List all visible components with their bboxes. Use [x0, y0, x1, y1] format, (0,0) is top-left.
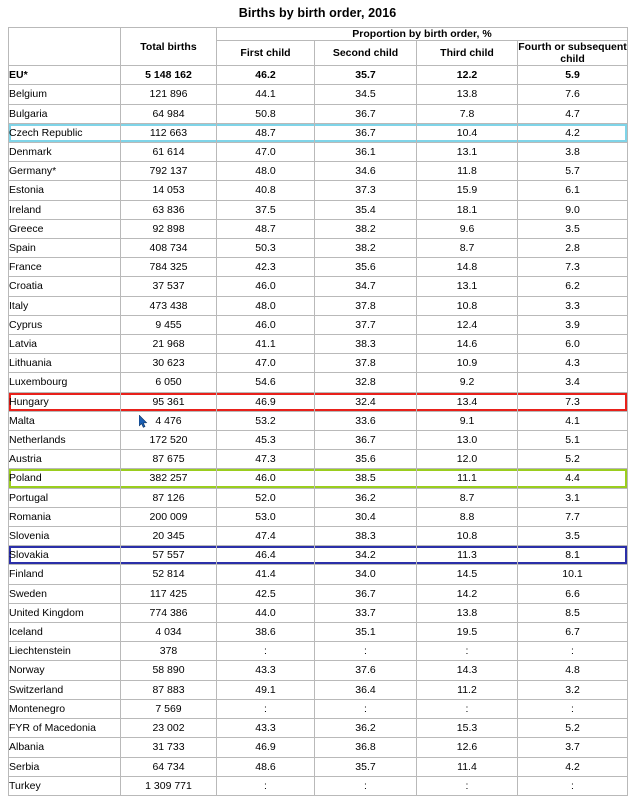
cell-country: Poland [9, 469, 121, 488]
cell-third-child: 15.9 [417, 181, 518, 200]
cell-country: Croatia [9, 277, 121, 296]
cell-total-births: 87 675 [121, 450, 217, 469]
cell-second-child: 36.7 [315, 584, 417, 603]
cell-second-child: 36.2 [315, 488, 417, 507]
cell-first-child: 40.8 [217, 181, 315, 200]
cell-fourth-or-subsequent-child: 4.7 [518, 104, 628, 123]
cell-total-births: 37 537 [121, 277, 217, 296]
cell-fourth-or-subsequent-child: 5.2 [518, 450, 628, 469]
cell-first-child: 48.7 [217, 219, 315, 238]
cell-country: FYR of Macedonia [9, 719, 121, 738]
cell-third-child: 9.2 [417, 373, 518, 392]
table-row [9, 143, 628, 162]
table-row [9, 181, 628, 200]
table-row [9, 258, 628, 277]
table-row [9, 719, 628, 738]
cell-fourth-or-subsequent-child: 3.1 [518, 488, 628, 507]
header-first-child: First child [217, 41, 315, 66]
cell-third-child: 12.6 [417, 738, 518, 757]
cell-second-child: 37.8 [315, 354, 417, 373]
header-corner [9, 28, 121, 66]
cell-total-births: 784 325 [121, 258, 217, 277]
cell-total-births: 6 050 [121, 373, 217, 392]
cell-total-births: 5 148 162 [121, 66, 217, 85]
cell-second-child: 37.3 [315, 181, 417, 200]
cell-total-births: 792 137 [121, 162, 217, 181]
table-row [9, 757, 628, 776]
cell-total-births: 382 257 [121, 469, 217, 488]
cell-first-child: 41.4 [217, 565, 315, 584]
cell-total-births: 774 386 [121, 603, 217, 622]
births-by-birth-order-table [8, 27, 628, 796]
table-row [9, 469, 628, 488]
cell-third-child: 10.4 [417, 123, 518, 142]
cell-country: Greece [9, 219, 121, 238]
cell-fourth-or-subsequent-child: 4.2 [518, 757, 628, 776]
header-row-group [9, 28, 628, 41]
cell-second-child: 32.8 [315, 373, 417, 392]
cell-first-child: 44.0 [217, 603, 315, 622]
cell-third-child: 12.0 [417, 450, 518, 469]
table-row [9, 450, 628, 469]
table-row [9, 661, 628, 680]
cell-third-child: 15.3 [417, 719, 518, 738]
table-row [9, 546, 628, 565]
cell-fourth-or-subsequent-child: 8.5 [518, 603, 628, 622]
cell-country: Romania [9, 507, 121, 526]
cell-country: Spain [9, 239, 121, 258]
cell-third-child: 19.5 [417, 623, 518, 642]
cell-fourth-or-subsequent-child: 7.6 [518, 85, 628, 104]
cell-total-births: 57 557 [121, 546, 217, 565]
cell-country: Norway [9, 661, 121, 680]
cell-first-child: 43.3 [217, 719, 315, 738]
cell-total-births: 52 814 [121, 565, 217, 584]
cell-fourth-or-subsequent-child: 5.2 [518, 719, 628, 738]
cell-country: Serbia [9, 757, 121, 776]
page-title: Births by birth order, 2016 [238, 6, 397, 20]
table-row [9, 239, 628, 258]
cell-country: Netherlands [9, 431, 121, 450]
cell-first-child: 46.9 [217, 392, 315, 411]
cell-second-child: 35.4 [315, 200, 417, 219]
cell-country: Estonia [9, 181, 121, 200]
table-row [9, 411, 628, 430]
cell-first-child: 48.7 [217, 123, 315, 142]
cell-second-child: 37.8 [315, 296, 417, 315]
cell-total-births: 408 734 [121, 239, 217, 258]
cell-fourth-or-subsequent-child: 4.1 [518, 411, 628, 430]
cell-third-child: : [417, 642, 518, 661]
cell-country: Montenegro [9, 699, 121, 718]
cell-first-child: 47.0 [217, 354, 315, 373]
cell-fourth-or-subsequent-child: 9.0 [518, 200, 628, 219]
cell-first-child: 48.6 [217, 757, 315, 776]
table-row [9, 738, 628, 757]
cell-second-child: 35.6 [315, 258, 417, 277]
cell-third-child: 11.1 [417, 469, 518, 488]
cell-country: Ireland [9, 200, 121, 219]
cell-total-births: 4 476 [121, 411, 217, 430]
cell-second-child: 35.7 [315, 66, 417, 85]
cell-third-child: 13.4 [417, 392, 518, 411]
cell-country: Albania [9, 738, 121, 757]
cell-second-child: 37.6 [315, 661, 417, 680]
cell-total-births: 200 009 [121, 507, 217, 526]
cell-country: France [9, 258, 121, 277]
cell-total-births: 20 345 [121, 527, 217, 546]
cell-total-births: 87 126 [121, 488, 217, 507]
table-row [9, 488, 628, 507]
table-row [9, 296, 628, 315]
cell-total-births: 112 663 [121, 123, 217, 142]
table-row [9, 219, 628, 238]
cell-first-child: 54.6 [217, 373, 315, 392]
header-third-child: Third child [417, 41, 518, 66]
cell-fourth-or-subsequent-child: 7.3 [518, 392, 628, 411]
cell-fourth-or-subsequent-child: 4.4 [518, 469, 628, 488]
cell-country: EU* [9, 66, 121, 85]
cell-country: Lithuania [9, 354, 121, 373]
cell-fourth-or-subsequent-child: 3.8 [518, 143, 628, 162]
cell-fourth-or-subsequent-child: : [518, 776, 628, 795]
cell-fourth-or-subsequent-child: 4.2 [518, 123, 628, 142]
cell-first-child: 50.8 [217, 104, 315, 123]
cell-fourth-or-subsequent-child: 5.1 [518, 431, 628, 450]
cell-first-child: 41.1 [217, 335, 315, 354]
cell-second-child: 38.5 [315, 469, 417, 488]
cell-country: Hungary [9, 392, 121, 411]
cell-third-child: : [417, 776, 518, 795]
cell-first-child: 53.2 [217, 411, 315, 430]
cell-second-child: 36.7 [315, 431, 417, 450]
cell-total-births: 23 002 [121, 719, 217, 738]
cell-first-child: 48.0 [217, 296, 315, 315]
cell-third-child: 13.1 [417, 277, 518, 296]
cell-country: Denmark [9, 143, 121, 162]
cell-second-child: 32.4 [315, 392, 417, 411]
cell-fourth-or-subsequent-child: 5.9 [518, 66, 628, 85]
cell-third-child: 13.8 [417, 85, 518, 104]
cell-first-child: 38.6 [217, 623, 315, 642]
cell-country: Slovakia [9, 546, 121, 565]
table-row [9, 66, 628, 85]
table-row [9, 507, 628, 526]
cell-country: Turkey [9, 776, 121, 795]
cell-third-child: 10.8 [417, 527, 518, 546]
cell-second-child: 34.0 [315, 565, 417, 584]
cell-third-child: 9.1 [417, 411, 518, 430]
cell-third-child: 8.7 [417, 488, 518, 507]
table-row [9, 162, 628, 181]
cell-fourth-or-subsequent-child: 7.3 [518, 258, 628, 277]
cell-second-child: 36.8 [315, 738, 417, 757]
cell-country: Slovenia [9, 527, 121, 546]
cell-third-child: 8.7 [417, 239, 518, 258]
cell-total-births: 30 623 [121, 354, 217, 373]
cell-country: Austria [9, 450, 121, 469]
cell-fourth-or-subsequent-child: 10.1 [518, 565, 628, 584]
cell-country: Cyprus [9, 315, 121, 334]
cell-total-births: 92 898 [121, 219, 217, 238]
cell-first-child: 43.3 [217, 661, 315, 680]
cell-country: Latvia [9, 335, 121, 354]
cell-second-child: 36.1 [315, 143, 417, 162]
cell-first-child: : [217, 642, 315, 661]
cell-first-child: 52.0 [217, 488, 315, 507]
cell-country: Iceland [9, 623, 121, 642]
cell-second-child: 35.1 [315, 623, 417, 642]
cell-total-births: 473 438 [121, 296, 217, 315]
table-row [9, 776, 628, 795]
cell-total-births: 117 425 [121, 584, 217, 603]
cell-fourth-or-subsequent-child: 3.2 [518, 680, 628, 699]
cell-third-child: 11.4 [417, 757, 518, 776]
cell-second-child: : [315, 776, 417, 795]
cell-third-child: 10.8 [417, 296, 518, 315]
cell-fourth-or-subsequent-child: 4.3 [518, 354, 628, 373]
cell-fourth-or-subsequent-child: : [518, 699, 628, 718]
cell-third-child: 8.8 [417, 507, 518, 526]
table-row [9, 392, 628, 411]
cell-third-child: : [417, 699, 518, 718]
cell-total-births: 64 984 [121, 104, 217, 123]
cell-second-child: 38.3 [315, 335, 417, 354]
cell-first-child: : [217, 776, 315, 795]
cell-fourth-or-subsequent-child: 8.1 [518, 546, 628, 565]
cell-second-child: 34.7 [315, 277, 417, 296]
table-row [9, 642, 628, 661]
cell-first-child: 46.9 [217, 738, 315, 757]
cell-third-child: 11.3 [417, 546, 518, 565]
table-row [9, 527, 628, 546]
header-fourth-or-subsequent-child: Fourth or subsequent child [518, 41, 627, 66]
cell-third-child: 10.9 [417, 354, 518, 373]
cell-second-child: 35.6 [315, 450, 417, 469]
cell-total-births: 378 [121, 642, 217, 661]
cell-first-child: 46.0 [217, 469, 315, 488]
cell-country: Portugal [9, 488, 121, 507]
cell-first-child: 42.3 [217, 258, 315, 277]
cell-second-child: 34.6 [315, 162, 417, 181]
table-row [9, 335, 628, 354]
cell-total-births: 1 309 771 [121, 776, 217, 795]
table-row [9, 200, 628, 219]
cell-country: Sweden [9, 584, 121, 603]
cell-first-child: 45.3 [217, 431, 315, 450]
cell-third-child: 14.6 [417, 335, 518, 354]
cell-second-child: 30.4 [315, 507, 417, 526]
table-row [9, 315, 628, 334]
cell-country: United Kingdom [9, 603, 121, 622]
header-proportion-group: Proportion by birth order, % [217, 28, 628, 41]
cell-second-child: 34.5 [315, 85, 417, 104]
cell-total-births: 61 614 [121, 143, 217, 162]
cell-country: Liechtenstein [9, 642, 121, 661]
cell-country: Luxembourg [9, 373, 121, 392]
cell-fourth-or-subsequent-child: 6.7 [518, 623, 628, 642]
cell-first-child: 44.1 [217, 85, 315, 104]
table-row [9, 123, 628, 142]
cell-country: Czech Republic [9, 123, 121, 142]
table-row [9, 603, 628, 622]
cell-first-child: 48.0 [217, 162, 315, 181]
cell-first-child: 46.4 [217, 546, 315, 565]
cell-first-child: 47.0 [217, 143, 315, 162]
cell-first-child: 50.3 [217, 239, 315, 258]
cell-fourth-or-subsequent-child: : [518, 642, 628, 661]
cell-total-births: 9 455 [121, 315, 217, 334]
cell-third-child: 11.2 [417, 680, 518, 699]
table-row [9, 373, 628, 392]
cell-fourth-or-subsequent-child: 3.7 [518, 738, 628, 757]
table-row [9, 584, 628, 603]
cell-third-child: 18.1 [417, 200, 518, 219]
cell-fourth-or-subsequent-child: 3.9 [518, 315, 628, 334]
cell-second-child: 33.6 [315, 411, 417, 430]
table-body [9, 66, 628, 796]
cell-second-child: 38.2 [315, 219, 417, 238]
table-row [9, 85, 628, 104]
cell-first-child: 53.0 [217, 507, 315, 526]
cell-second-child: 37.7 [315, 315, 417, 334]
cell-second-child: 38.3 [315, 527, 417, 546]
cell-second-child: 38.2 [315, 239, 417, 258]
cell-second-child: 35.7 [315, 757, 417, 776]
cell-third-child: 12.4 [417, 315, 518, 334]
cell-total-births: 4 034 [121, 623, 217, 642]
cell-third-child: 12.2 [417, 66, 518, 85]
cell-fourth-or-subsequent-child: 3.5 [518, 219, 628, 238]
cell-first-child: 46.2 [217, 66, 315, 85]
cell-first-child: 49.1 [217, 680, 315, 699]
table-row [9, 104, 628, 123]
cell-third-child: 11.8 [417, 162, 518, 181]
cell-fourth-or-subsequent-child: 3.5 [518, 527, 628, 546]
cell-total-births: 95 361 [121, 392, 217, 411]
cell-country: Bulgaria [9, 104, 121, 123]
cell-second-child: 36.2 [315, 719, 417, 738]
cell-country: Italy [9, 296, 121, 315]
cell-second-child: 36.7 [315, 104, 417, 123]
cell-fourth-or-subsequent-child: 5.7 [518, 162, 628, 181]
cell-first-child: 46.0 [217, 277, 315, 296]
cell-second-child: 34.2 [315, 546, 417, 565]
cell-third-child: 13.8 [417, 603, 518, 622]
cell-second-child: 36.7 [315, 123, 417, 142]
cell-country: Malta [9, 411, 121, 430]
cell-third-child: 7.8 [417, 104, 518, 123]
cell-country: Switzerland [9, 680, 121, 699]
cell-fourth-or-subsequent-child: 7.7 [518, 507, 628, 526]
cell-country: Finland [9, 565, 121, 584]
cell-first-child: 42.5 [217, 584, 315, 603]
cell-country: Belgium [9, 85, 121, 104]
cell-total-births: 121 896 [121, 85, 217, 104]
table-head [9, 28, 628, 66]
cell-total-births: 64 734 [121, 757, 217, 776]
cell-fourth-or-subsequent-child: 6.1 [518, 181, 628, 200]
cell-fourth-or-subsequent-child: 2.8 [518, 239, 628, 258]
cell-third-child: 13.0 [417, 431, 518, 450]
cell-fourth-or-subsequent-child: 3.3 [518, 296, 628, 315]
cell-second-child: : [315, 642, 417, 661]
cell-second-child: 33.7 [315, 603, 417, 622]
cell-first-child: 46.0 [217, 315, 315, 334]
cell-third-child: 14.3 [417, 661, 518, 680]
cell-total-births: 31 733 [121, 738, 217, 757]
header-total-births: Total births [121, 28, 217, 66]
cell-total-births: 172 520 [121, 431, 217, 450]
cell-third-child: 14.8 [417, 258, 518, 277]
cell-total-births: 63 836 [121, 200, 217, 219]
cell-fourth-or-subsequent-child: 3.4 [518, 373, 628, 392]
cell-third-child: 14.2 [417, 584, 518, 603]
cell-total-births: 7 569 [121, 699, 217, 718]
cell-first-child: 47.3 [217, 450, 315, 469]
cell-total-births: 58 890 [121, 661, 217, 680]
table-row [9, 623, 628, 642]
cell-fourth-or-subsequent-child: 6.2 [518, 277, 628, 296]
cell-fourth-or-subsequent-child: 4.8 [518, 661, 628, 680]
cell-third-child: 14.5 [417, 565, 518, 584]
table-row [9, 431, 628, 450]
cell-total-births: 21 968 [121, 335, 217, 354]
table-row [9, 565, 628, 584]
cell-first-child: : [217, 699, 315, 718]
table-row [9, 277, 628, 296]
cell-third-child: 13.1 [417, 143, 518, 162]
table-row [9, 680, 628, 699]
cell-country: Germany* [9, 162, 121, 181]
cell-fourth-or-subsequent-child: 6.6 [518, 584, 628, 603]
cell-second-child: : [315, 699, 417, 718]
table-row [9, 699, 628, 718]
cell-first-child: 47.4 [217, 527, 315, 546]
cell-fourth-or-subsequent-child: 6.0 [518, 335, 628, 354]
cell-second-child: 36.4 [315, 680, 417, 699]
cell-total-births: 14 053 [121, 181, 217, 200]
table-row [9, 354, 628, 373]
cell-total-births: 87 883 [121, 680, 217, 699]
header-second-child: Second child [315, 41, 417, 66]
cell-third-child: 9.6 [417, 219, 518, 238]
cell-first-child: 37.5 [217, 200, 315, 219]
